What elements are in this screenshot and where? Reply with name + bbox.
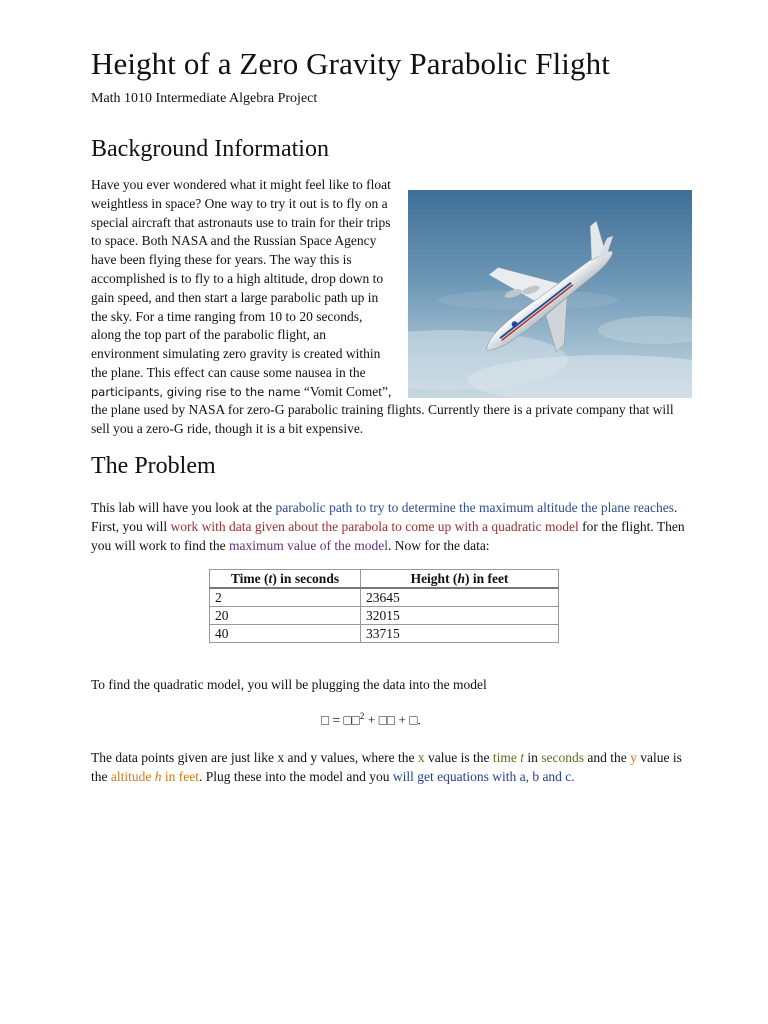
background-line: weightless in space? One way to try it out is to fly on a (91, 195, 388, 211)
datapoints-paragraph (91, 749, 691, 787)
cell-height: 32015 (361, 607, 559, 625)
background-line: special aircraft that astronauts use to train for their trips (91, 214, 391, 230)
background-continuation: the plane used by NASA for zero-G parabolic training flights. Currently there is a private company that will sell you a zero-G ride, though it is a bit expensive. (91, 402, 674, 436)
formula-text: □ = □□ (321, 712, 360, 728)
background-line-vomit (91, 383, 401, 402)
vomit-comet-text: “Vomit Comet”, (300, 383, 392, 399)
problem-highlight-blue: parabolic path to try to determine the maximum altitude the plane reaches (275, 500, 674, 515)
cell-time: 20 (210, 607, 361, 625)
background-line: have been flying these for years. The way this is (91, 252, 352, 268)
background-line: gain speed, and then start a large parabolic path up in (91, 289, 379, 305)
table-header-row (210, 570, 559, 589)
cell-time: 40 (210, 625, 361, 643)
background-paragraph (91, 176, 401, 402)
table-row (210, 607, 559, 625)
dp-seconds: seconds (541, 750, 585, 765)
background-line: to space. Both NASA and the Russian Space Agency (91, 233, 377, 249)
dp-t: t (520, 750, 525, 765)
problem-text: This lab will have you look at the (91, 500, 276, 515)
background-line: along the top part of the parabolic flight, an (91, 327, 327, 343)
zero-g-plane-photo (408, 190, 692, 398)
formula-exponent: 2 (359, 711, 365, 721)
header-text: Time ( (230, 571, 269, 586)
dp-text: value is the (424, 750, 493, 765)
problem-paragraph (91, 499, 691, 555)
table-row (210, 588, 559, 607)
background-line: accomplished is to fly to a high altitude, drop down to (91, 270, 384, 286)
problem-text: . Now for the data: (387, 537, 490, 553)
header-var: h (457, 571, 465, 586)
header-height (361, 570, 559, 589)
header-text: ) in feet (464, 571, 509, 586)
header-text: ) in seconds (272, 571, 340, 586)
quadratic-formula (321, 711, 421, 729)
sans-text: participants, giving rise to the name (91, 384, 301, 399)
problem-highlight-purple: maximum value of the model (229, 537, 388, 553)
cell-height: 23645 (361, 588, 559, 607)
header-var: t (268, 571, 273, 586)
background-line: the plane. This effect can cause some nausea in the (91, 364, 366, 380)
cell-height: 33715 (361, 625, 559, 643)
dp-x: x (417, 750, 425, 765)
page-subtitle: Math 1010 Intermediate Algebra Project (91, 91, 318, 106)
cell-time: 2 (210, 588, 361, 607)
background-line: the sky. For a time ranging from 10 to 20 seconds, (91, 308, 363, 324)
formula-text: + □□ + □. (364, 712, 421, 728)
dp-text: in (524, 750, 542, 765)
problem-text: for the flight. Then you will work to find the (91, 518, 685, 553)
dp-text: and the (584, 750, 631, 765)
background-heading: Background Information (91, 136, 329, 162)
problem-text: . First, you will (91, 500, 678, 534)
model-intro: To find the quadratic model, you will be plugging the data into the model (91, 677, 487, 692)
dp-text: The data points given are just like x and y values, where the (91, 750, 418, 765)
header-text: Height ( (410, 571, 458, 586)
dp-text: . Plug these into the model and you (198, 768, 393, 784)
background-line: environment simulating zero gravity is created within (91, 346, 381, 362)
dp-equations: will get equations with a, b and c. (392, 768, 575, 784)
dp-y: y (630, 750, 637, 765)
table-row (210, 625, 559, 643)
dp-time: time (492, 750, 521, 765)
problem-highlight-red: work with data given about the parabola to come up with a quadratic model (170, 518, 579, 534)
dp-infeet: in feet (161, 768, 199, 784)
dp-altitude: altitude (110, 768, 155, 784)
data-table (209, 569, 559, 643)
dp-text: value is the (91, 750, 682, 784)
dp-h: h (154, 768, 162, 784)
background-line: Have you ever wondered what it might feel like to float (91, 177, 391, 192)
problem-heading: The Problem (91, 453, 216, 479)
header-time (210, 570, 361, 589)
page-title: Height of a Zero Gravity Parabolic Flight (91, 46, 610, 81)
